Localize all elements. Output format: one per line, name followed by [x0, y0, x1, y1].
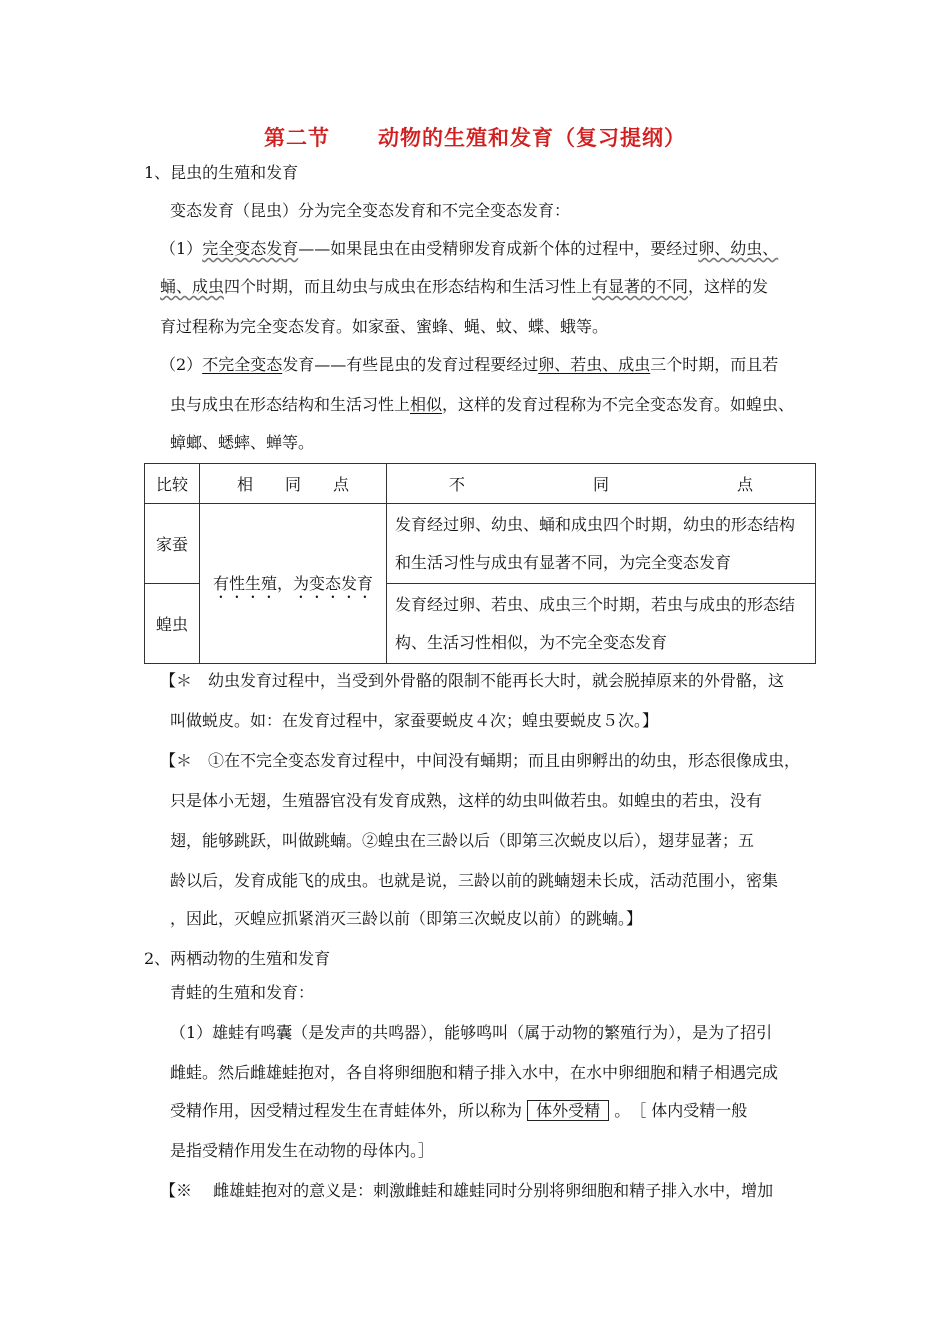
frog-line2: 雌蛙。然后雌雄蛙抱对，各自将卵细胞和精子排入水中，在水中卵细胞和精子相遇完成 — [170, 1063, 779, 1082]
nymph-note-line4: 龄以后，发育成能飞的成虫。也就是说，三龄以前的跳蝻翅未长成，活动范围小，密集 — [170, 871, 779, 890]
external-fertilization-box: 体外受精 — [527, 1100, 609, 1121]
row-locust-name: 蝗虫 — [145, 584, 200, 664]
same-points-cell: 有性生殖，为变态发育 — [200, 504, 387, 664]
molting-note-line1: 【＊ 幼虫发育过程中，当受到外骨骼的限制不能再长大时，就会脱掉原来的外骨骼，这 — [160, 671, 785, 690]
header-different: 不 同 点 — [387, 464, 816, 504]
row-silkworm-name: 家蚕 — [145, 504, 200, 584]
page-title — [0, 122, 950, 152]
row-locust-diff: 发育经过卵、若虫、成虫三个时期，若虫与成虫的形态结 构、生活习性相似，为不完全变态发育 — [387, 584, 816, 664]
section1-intro: 变态发育（昆虫）分为完全变态发育和不完全变态发育： — [170, 201, 571, 220]
section2-heading: 2、两栖动物的生殖和发育 — [144, 949, 331, 968]
frog-line5: 【※ 雌雄蛙抱对的意义是：刺激雌蛙和雄蛙同时分别将卵细胞和精子排入水中，增加 — [160, 1181, 774, 1200]
incomplete-metamorphosis-line3: 蟑螂、蟋蟀、蝉等。 — [170, 433, 315, 452]
incomplete-metamorphosis-line1: （2）不完全变态发育——有些昆虫的发育过程要经过卵、若虫、成虫三个时期，而且若 — [160, 355, 779, 374]
header-compare: 比较 — [145, 464, 200, 504]
molting-note-line2: 叫做蜕皮。如：在发育过程中，家蚕要蜕皮４次；蝗虫要蜕皮５次。】 — [170, 711, 659, 730]
table-row — [145, 504, 816, 584]
title-section: 第二节 — [264, 126, 330, 150]
title-name: 动物的生殖和发育（复习提纲） — [378, 126, 686, 150]
complete-metamorphosis-line2: 蛹、成虫四个时期，而且幼虫与成虫在形态结构和生活习性上有显著的不同，这样的发 — [160, 277, 769, 296]
frog-line4: 是指受精作用发生在动物的母体内。］ — [170, 1141, 435, 1160]
nymph-note-line5: ，因此，灭蝗应抓紧消灭三龄以前（即第三次蜕皮以前）的跳蝻。】 — [170, 909, 643, 928]
incomplete-metamorphosis-line2: 虫与成虫在形态结构和生活习性上相似，这样的发育过程称为不完全变态发育。如蝗虫、 — [170, 395, 795, 414]
nymph-note-line2: 只是体小无翅，生殖器官没有发育成熟，这样的幼虫叫做若虫。如蝗虫的若虫，没有 — [170, 791, 763, 810]
complete-metamorphosis-line3: 育过程称为完全变态发育。如家蚕、蜜蜂、蝇、蚊、蝶、蛾等。 — [160, 317, 609, 336]
complete-metamorphosis-line1: （1）完全变态发育——如果昆虫在由受精卵发育成新个体的过程中，要经过卵、幼虫、 — [160, 239, 779, 258]
frog-line3: 受精作用，因受精过程发生在青蛙体外，所以称为 体外受精 。 ［ 体内受精一般 — [170, 1101, 748, 1120]
section2-intro: 青蛙的生殖和发育： — [170, 983, 315, 1002]
header-same: 相 同 点 — [200, 464, 387, 504]
row-silkworm-diff: 发育经过卵、幼虫、蛹和成虫四个时期，幼虫的形态结构 和生活习性与成虫有显著不同，为完全变态发育 — [387, 504, 816, 584]
comparison-table — [144, 463, 816, 664]
nymph-note-line3: 翅，能够跳跃，叫做跳蝻。②蝗虫在三龄以后（即第三次蜕皮以后），翅芽显著；五 — [170, 831, 755, 850]
table-header-row — [145, 464, 816, 504]
frog-line1: （1）雄蛙有鸣囊（是发声的共鸣器），能够鸣叫（属于动物的繁殖行为），是为了招引 — [170, 1023, 773, 1042]
nymph-note-line1: 【＊ ①在不完全变态发育过程中，中间没有蛹期；而且由卵孵出的幼虫，形态很像成虫， — [160, 751, 801, 770]
section1-heading: 1、昆虫的生殖和发育 — [144, 163, 299, 182]
